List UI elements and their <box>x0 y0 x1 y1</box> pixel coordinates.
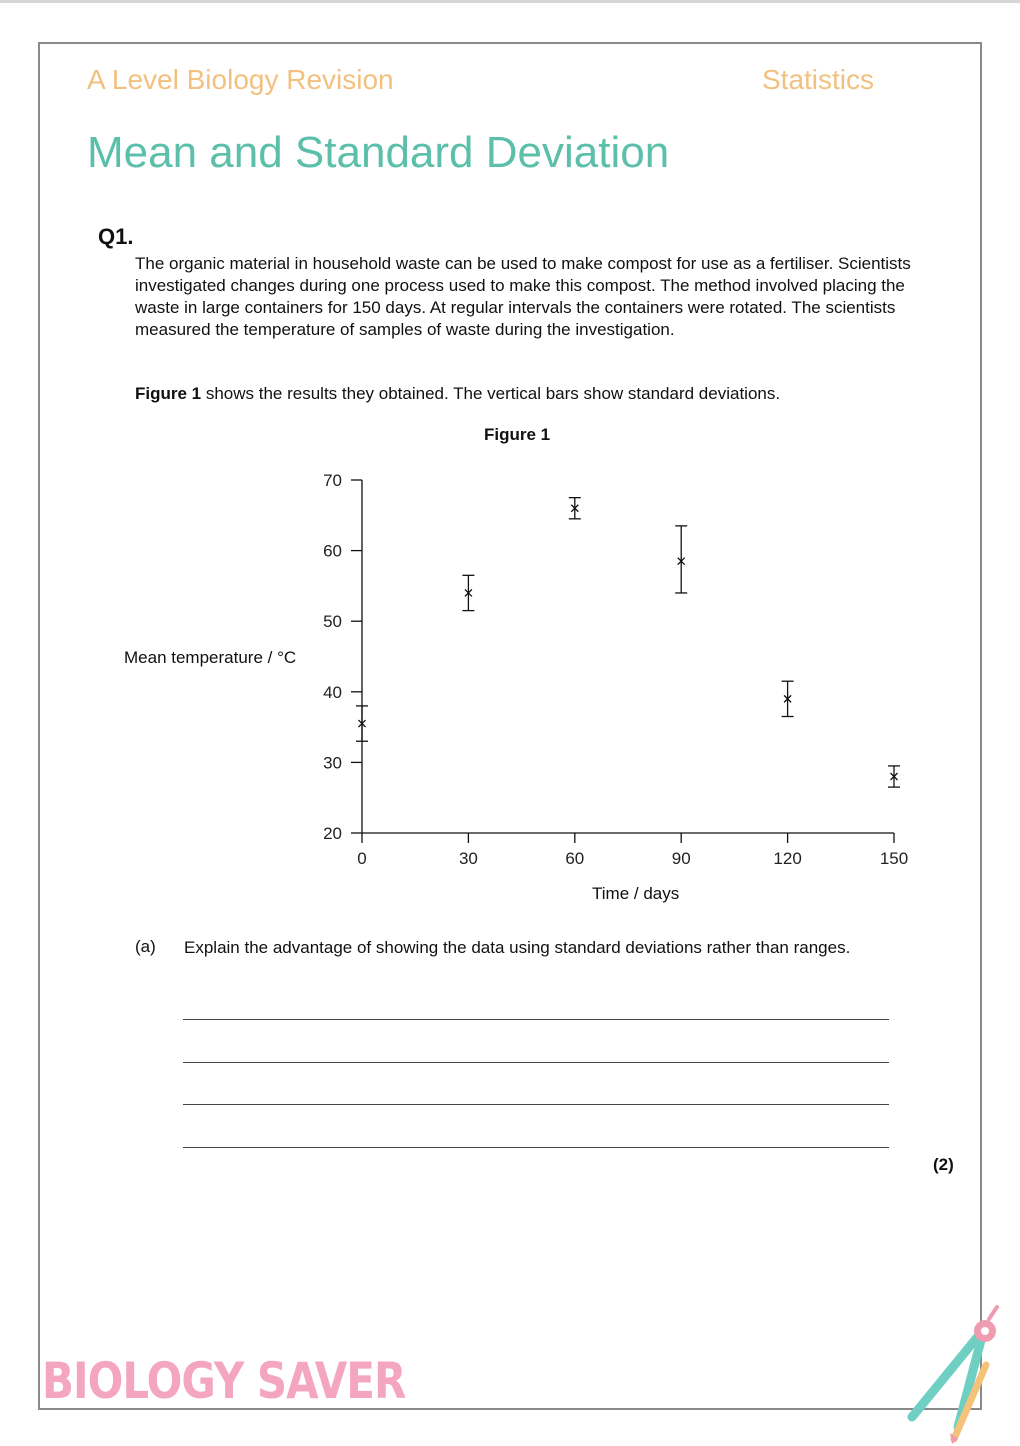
answer-line[interactable] <box>183 1062 889 1063</box>
y-axis-label: Mean temperature / °C <box>124 648 297 667</box>
x-tick-label: 150 <box>879 849 909 868</box>
data-point-group <box>888 766 900 787</box>
y-tick-label: 60 <box>323 541 342 561</box>
x-tick-label: 90 <box>671 849 691 868</box>
data-point-group <box>462 575 474 610</box>
question-number: Q1. <box>98 224 134 249</box>
y-tick-label: 40 <box>323 682 342 702</box>
x-tick-label: 0 <box>357 849 367 868</box>
header-subject: A Level Biology Revision <box>87 64 394 95</box>
page-title: Mean and Standard Deviation <box>87 128 670 177</box>
x-tick-label: 60 <box>565 849 585 868</box>
y-tick-label: 50 <box>323 612 342 632</box>
question-intro: The organic material in household waste can be used to make compost for use as a fertiliser. Scientists investigated changes during one process used to make this compost. The method involved placing the waste in large containers for 150 days. At regular intervals the containers were rotated. The scientists measured the temperature of samples of waste during the investigation. <box>135 254 911 339</box>
y-tick-label: 20 <box>323 824 342 843</box>
data-point-group <box>782 681 794 716</box>
data-point-group <box>356 706 368 741</box>
x-tick-label: 30 <box>458 849 478 868</box>
x-tick-label: 120 <box>773 849 802 868</box>
data-point-group <box>569 498 581 519</box>
figure-reference-bold: Figure 1 <box>135 384 202 403</box>
y-tick-label: 30 <box>323 753 342 773</box>
header-topic: Statistics <box>762 64 875 95</box>
answer-line[interactable] <box>183 1147 889 1148</box>
answer-line[interactable] <box>183 1019 889 1020</box>
compass-illustration-icon <box>900 1305 1010 1445</box>
biology-saver-logo: BIOLOGY SAVER <box>42 1352 406 1410</box>
figure-title: Figure 1 <box>484 425 551 444</box>
chart-ticks <box>323 471 908 868</box>
marks-label: (2) <box>933 1155 954 1174</box>
y-tick-label: 70 <box>323 471 342 490</box>
part-a-label: (a) <box>135 937 156 956</box>
chart-marks <box>356 498 900 787</box>
part-a-question: Explain the advantage of showing the data using standard deviations rather than ranges. <box>184 938 851 957</box>
data-point-group <box>675 526 687 593</box>
chart-axes <box>362 480 894 833</box>
figure-reference-text: shows the results they obtained. The vertical bars show standard deviations. <box>201 384 781 403</box>
x-axis-label: Time / days <box>592 884 680 903</box>
answer-line[interactable] <box>183 1104 889 1105</box>
